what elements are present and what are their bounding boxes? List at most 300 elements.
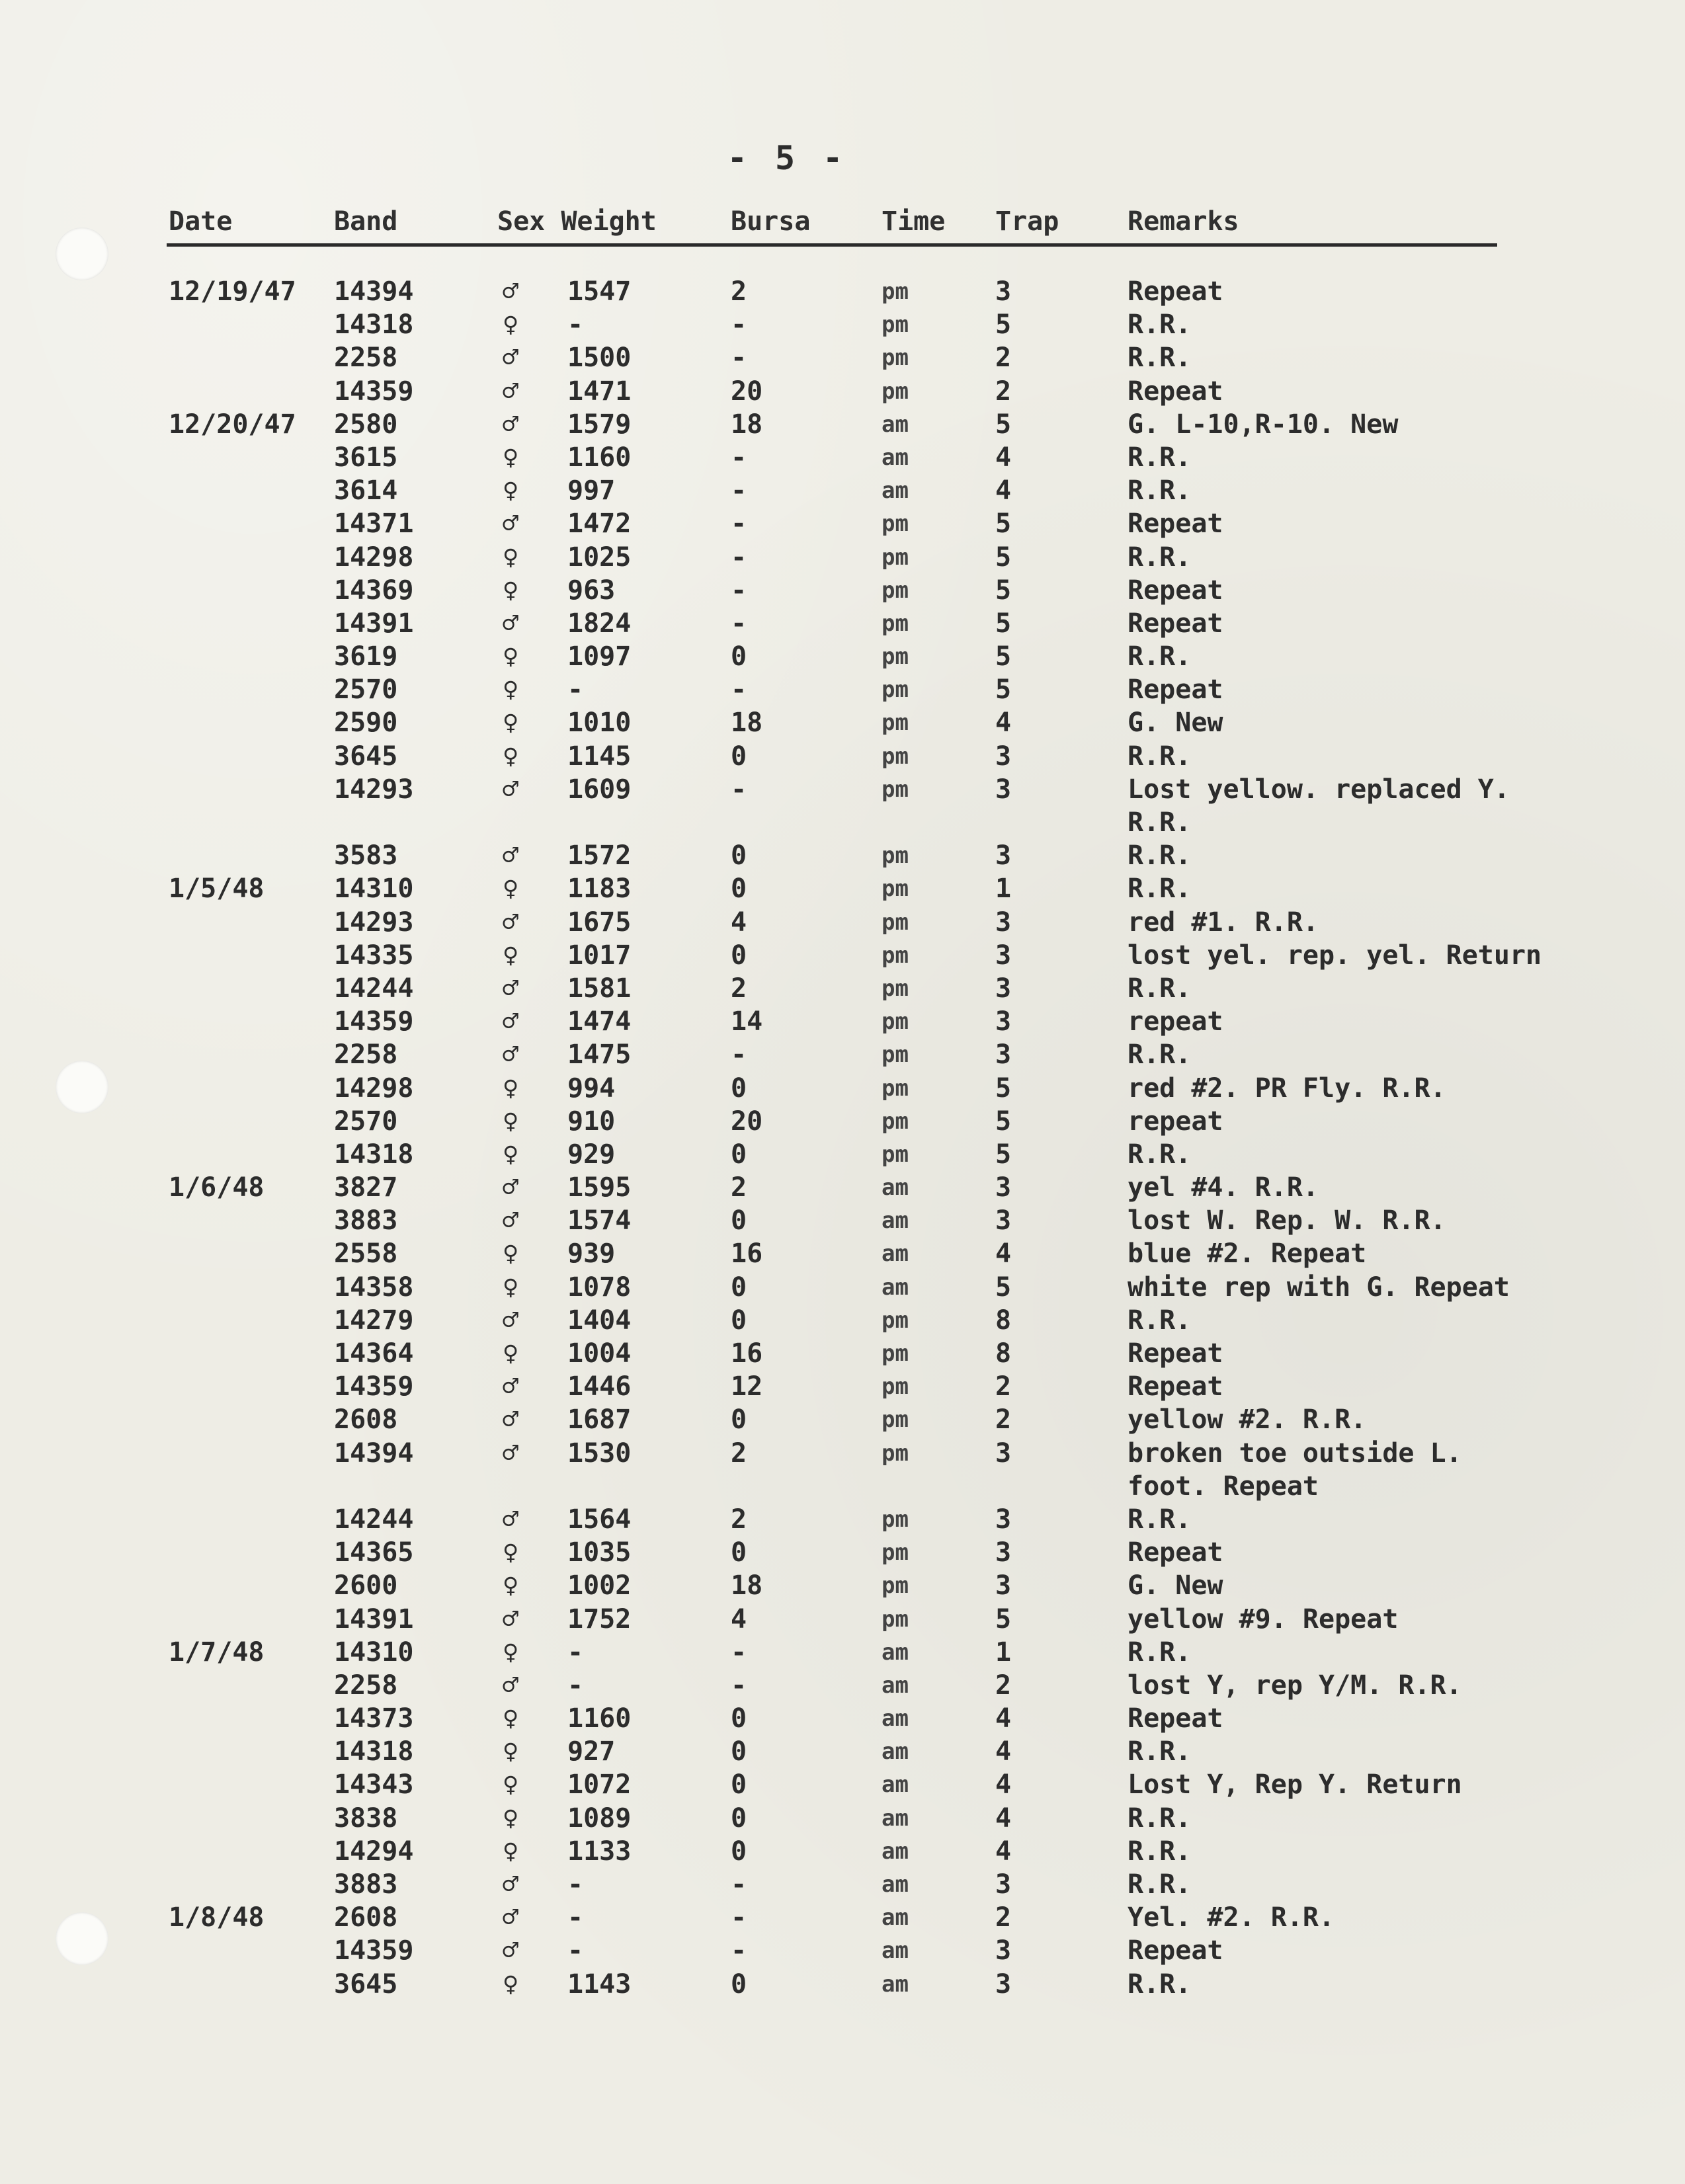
cell-remarks: R.R. xyxy=(1128,973,1192,1004)
cell-time: pm xyxy=(882,544,909,571)
cell-remarks: repeat xyxy=(1128,1006,1223,1037)
table-row xyxy=(0,1603,1685,1636)
cell-remarks: Repeat xyxy=(1128,1703,1223,1734)
cell-weight: 1687 xyxy=(567,1404,632,1436)
cell-trap: 3 xyxy=(995,1172,1012,1203)
cell-bursa: 14 xyxy=(731,1006,763,1037)
table-row xyxy=(0,1669,1685,1702)
cell-weight: 997 xyxy=(567,475,616,506)
cell-trap: 1 xyxy=(995,873,1012,905)
cell-bursa: 16 xyxy=(731,1338,763,1369)
cell-trap: 3 xyxy=(995,774,1012,805)
cell-band: 14335 xyxy=(334,940,414,971)
cell-time: pm xyxy=(882,676,909,704)
cell-time: pm xyxy=(882,344,909,372)
cell-time: pm xyxy=(882,842,909,870)
cell-sex: ♂ xyxy=(502,907,519,938)
cell-date: 12/19/47 xyxy=(169,276,296,307)
cell-bursa: - xyxy=(731,1637,747,1668)
cell-band: 14369 xyxy=(334,575,414,606)
cell-bursa: - xyxy=(731,608,747,639)
cell-bursa: 0 xyxy=(731,741,747,772)
cell-weight: 1404 xyxy=(567,1305,632,1336)
cell-band: 14358 xyxy=(334,1272,414,1303)
cell-time: pm xyxy=(882,1074,909,1102)
cell-band: 2608 xyxy=(334,1902,398,1933)
cell-bursa: - xyxy=(731,674,747,706)
cell-sex: ♀ xyxy=(502,1106,519,1137)
table-row xyxy=(0,375,1685,408)
cell-remarks: lost Y, rep Y/M. R.R. xyxy=(1128,1670,1462,1701)
cell-time: am xyxy=(882,444,909,471)
cell-sex: ♂ xyxy=(502,1404,519,1436)
cell-remarks: Repeat xyxy=(1128,376,1223,407)
cell-remarks: foot. Repeat xyxy=(1128,1471,1319,1502)
table-row xyxy=(0,308,1685,341)
cell-bursa: 0 xyxy=(731,1736,747,1767)
cell-time: am xyxy=(882,1174,909,1201)
cell-weight: 1824 xyxy=(567,608,632,639)
cell-bursa: 4 xyxy=(731,907,747,938)
cell-time: pm xyxy=(882,1539,909,1566)
cell-weight: 929 xyxy=(567,1139,616,1170)
cell-band: 2600 xyxy=(334,1570,398,1601)
cell-remarks: Repeat xyxy=(1128,1935,1223,1966)
cell-bursa: 20 xyxy=(731,376,763,407)
cell-time: am xyxy=(882,1274,909,1301)
cell-remarks: R.R. xyxy=(1128,1504,1192,1535)
table-row xyxy=(0,1237,1685,1270)
cell-remarks: G. L-10,R-10. New xyxy=(1128,409,1399,440)
cell-trap: 4 xyxy=(995,442,1012,473)
cell-date: 12/20/47 xyxy=(169,409,296,440)
cell-trap: 3 xyxy=(995,1039,1012,1071)
cell-bursa: 12 xyxy=(731,1371,763,1402)
cell-band: 3883 xyxy=(334,1869,398,1900)
table-row xyxy=(0,408,1685,441)
cell-trap: 3 xyxy=(995,1006,1012,1037)
table-row xyxy=(0,1038,1685,1071)
cell-remarks: Yel. #2. R.R. xyxy=(1128,1902,1335,1933)
table-row xyxy=(0,474,1685,507)
cell-bursa: - xyxy=(731,774,747,805)
table-row xyxy=(0,1138,1685,1171)
cell-weight: 1025 xyxy=(567,542,632,573)
cell-bursa: 20 xyxy=(731,1106,763,1137)
table-row xyxy=(0,806,1685,839)
cell-time: pm xyxy=(882,1439,909,1467)
table-row xyxy=(0,1636,1685,1669)
cell-band: 14373 xyxy=(334,1703,414,1734)
cell-weight: 1010 xyxy=(567,708,632,739)
cell-time: pm xyxy=(882,942,909,969)
cell-remarks: R.R. xyxy=(1128,641,1192,672)
cell-band: 2570 xyxy=(334,674,398,706)
cell-time: pm xyxy=(882,875,909,903)
cell-time: pm xyxy=(882,1307,909,1334)
cell-band: 14244 xyxy=(334,973,414,1004)
cell-remarks: R.R. xyxy=(1128,840,1192,871)
table-row xyxy=(0,341,1685,374)
cell-weight: 1609 xyxy=(567,774,632,805)
cell-remarks: Repeat xyxy=(1128,1338,1223,1369)
cell-band: 14318 xyxy=(334,309,414,341)
cell-weight: 1160 xyxy=(567,442,632,473)
cell-trap: 3 xyxy=(995,276,1012,307)
cell-bursa: - xyxy=(731,575,747,606)
cell-sex: ♂ xyxy=(502,774,519,805)
table-row xyxy=(0,541,1685,574)
cell-trap: 5 xyxy=(995,1603,1012,1635)
cell-time: am xyxy=(882,1672,909,1699)
cell-trap: 3 xyxy=(995,1205,1012,1236)
cell-band: 14298 xyxy=(334,542,414,573)
cell-remarks: lost yel. rep. yel. Return xyxy=(1128,940,1542,971)
cell-weight: - xyxy=(567,1670,584,1701)
cell-weight: 1446 xyxy=(567,1371,632,1402)
table-row xyxy=(0,1271,1685,1304)
cell-bursa: 18 xyxy=(731,1570,763,1601)
cell-band: 14359 xyxy=(334,1935,414,1966)
cell-sex: ♂ xyxy=(502,1670,519,1701)
cell-sex: ♀ xyxy=(502,1238,519,1270)
cell-sex: ♂ xyxy=(502,1437,519,1469)
cell-bursa: 0 xyxy=(731,1537,747,1568)
cell-remarks: yellow #2. R.R. xyxy=(1128,1404,1367,1436)
table-row xyxy=(0,673,1685,706)
cell-time: am xyxy=(882,411,909,438)
cell-bursa: 0 xyxy=(731,1769,747,1800)
cell-sex: ♂ xyxy=(502,376,519,407)
table-row xyxy=(0,640,1685,673)
cell-remarks: R.R. xyxy=(1128,1139,1192,1170)
cell-time: pm xyxy=(882,1340,909,1367)
table-row xyxy=(0,740,1685,773)
cell-sex: ♂ xyxy=(502,1172,519,1203)
cell-bursa: 0 xyxy=(731,1703,747,1734)
cell-weight: 1581 xyxy=(567,973,632,1004)
cell-remarks: Repeat xyxy=(1128,1537,1223,1568)
cell-weight: 1547 xyxy=(567,276,632,307)
cell-sex: ♀ xyxy=(502,1968,519,2000)
table-row xyxy=(0,1901,1685,1934)
cell-band: 14394 xyxy=(334,1437,414,1469)
cell-trap: 3 xyxy=(995,1869,1012,1900)
cell-remarks: G. New xyxy=(1128,1570,1223,1601)
data-table xyxy=(0,275,1685,2001)
header-time: Time xyxy=(882,206,946,237)
cell-weight: 1595 xyxy=(567,1172,632,1203)
cell-remarks: R.R. xyxy=(1128,475,1192,506)
cell-weight: 1675 xyxy=(567,907,632,938)
cell-trap: 3 xyxy=(995,1968,1012,2000)
table-row xyxy=(0,1304,1685,1337)
cell-bursa: - xyxy=(731,442,747,473)
cell-remarks: R.R. xyxy=(1128,1305,1192,1336)
cell-time: pm xyxy=(882,577,909,604)
cell-time: am xyxy=(882,1838,909,1865)
cell-band: 14293 xyxy=(334,907,414,938)
table-row xyxy=(0,607,1685,640)
cell-time: pm xyxy=(882,909,909,936)
cell-sex: ♀ xyxy=(502,1139,519,1170)
cell-band: 3645 xyxy=(334,741,398,772)
cell-date: 1/6/48 xyxy=(169,1172,265,1203)
table-row xyxy=(0,507,1685,540)
cell-time: pm xyxy=(882,278,909,305)
header-sex-weight: Sex Weight xyxy=(497,206,657,237)
cell-bursa: 16 xyxy=(731,1238,763,1270)
cell-band: 3619 xyxy=(334,641,398,672)
cell-band: 2258 xyxy=(334,343,398,374)
cell-weight: 1133 xyxy=(567,1836,632,1867)
cell-trap: 5 xyxy=(995,1106,1012,1137)
cell-band: 3827 xyxy=(334,1172,398,1203)
header-date: Date xyxy=(169,206,233,237)
cell-bursa: 2 xyxy=(731,276,747,307)
cell-sex: ♂ xyxy=(502,1869,519,1900)
cell-time: pm xyxy=(882,378,909,405)
cell-weight: 1072 xyxy=(567,1769,632,1800)
cell-weight: 1752 xyxy=(567,1603,632,1635)
cell-time: pm xyxy=(882,1506,909,1533)
cell-remarks: R.R. xyxy=(1128,1802,1192,1834)
cell-remarks: yel #4. R.R. xyxy=(1128,1172,1319,1203)
cell-band: 14298 xyxy=(334,1072,414,1104)
cell-time: am xyxy=(882,1804,909,1832)
cell-trap: 3 xyxy=(995,840,1012,871)
cell-remarks: Lost Y, Rep Y. Return xyxy=(1128,1769,1462,1800)
cell-sex: ♂ xyxy=(502,276,519,307)
cell-bursa: 0 xyxy=(731,641,747,672)
table-row xyxy=(0,1702,1685,1735)
cell-remarks: white rep with G. Repeat xyxy=(1128,1272,1510,1303)
cell-sex: ♂ xyxy=(502,409,519,440)
cell-band: 2558 xyxy=(334,1238,398,1270)
cell-time: pm xyxy=(882,1108,909,1135)
cell-sex: ♀ xyxy=(502,1072,519,1104)
cell-trap: 5 xyxy=(995,1139,1012,1170)
cell-sex: ♂ xyxy=(502,1205,519,1236)
cell-sex: ♂ xyxy=(502,508,519,540)
cell-remarks: R.R. xyxy=(1128,807,1192,838)
header-trap: Trap xyxy=(995,206,1059,237)
cell-remarks: broken toe outside L. xyxy=(1128,1437,1462,1469)
cell-time: pm xyxy=(882,1141,909,1168)
cell-sex: ♀ xyxy=(502,940,519,971)
cell-band: 14359 xyxy=(334,1006,414,1037)
cell-sex: ♂ xyxy=(502,1603,519,1635)
cell-band: 3583 xyxy=(334,840,398,871)
table-row xyxy=(0,839,1685,872)
cell-sex: ♂ xyxy=(502,973,519,1004)
cell-band: 2608 xyxy=(334,1404,398,1436)
cell-time: pm xyxy=(882,743,909,770)
cell-remarks: Repeat xyxy=(1128,508,1223,540)
cell-bursa: 0 xyxy=(731,1072,747,1104)
cell-bursa: 0 xyxy=(731,873,747,905)
cell-sex: ♂ xyxy=(502,1902,519,1933)
cell-band: 2590 xyxy=(334,708,398,739)
cell-bursa: - xyxy=(731,475,747,506)
cell-weight: 1475 xyxy=(567,1039,632,1071)
cell-band: 2580 xyxy=(334,409,398,440)
cell-bursa: 0 xyxy=(731,840,747,871)
cell-remarks: R.R. xyxy=(1128,873,1192,905)
table-row xyxy=(0,1171,1685,1204)
cell-sex: ♀ xyxy=(502,873,519,905)
cell-sex: ♀ xyxy=(502,1637,519,1668)
table-row xyxy=(0,1503,1685,1536)
cell-remarks: R.R. xyxy=(1128,741,1192,772)
cell-sex: ♀ xyxy=(502,674,519,706)
cell-bursa: 0 xyxy=(731,1802,747,1834)
cell-sex: ♂ xyxy=(502,1504,519,1535)
cell-weight: - xyxy=(567,1935,584,1966)
cell-trap: 4 xyxy=(995,475,1012,506)
cell-time: am xyxy=(882,1771,909,1799)
cell-remarks: R.R. xyxy=(1128,1736,1192,1767)
cell-time: pm xyxy=(882,1406,909,1434)
cell-time: pm xyxy=(882,1008,909,1035)
cell-sex: ♀ xyxy=(502,575,519,606)
cell-band: 2570 xyxy=(334,1106,398,1137)
cell-trap: 3 xyxy=(995,1570,1012,1601)
cell-remarks: red #1. R.R. xyxy=(1128,907,1319,938)
cell-trap: 5 xyxy=(995,575,1012,606)
header-bursa: Bursa xyxy=(731,206,811,237)
cell-weight: 1572 xyxy=(567,840,632,871)
cell-band: 14371 xyxy=(334,508,414,540)
cell-trap: 8 xyxy=(995,1305,1012,1336)
cell-trap: 4 xyxy=(995,1736,1012,1767)
cell-remarks: R.R. xyxy=(1128,1869,1192,1900)
cell-bursa: - xyxy=(731,1670,747,1701)
cell-weight: 1183 xyxy=(567,873,632,905)
cell-bursa: - xyxy=(731,343,747,374)
cell-trap: 4 xyxy=(995,708,1012,739)
cell-time: pm xyxy=(882,1373,909,1400)
cell-date: 1/7/48 xyxy=(169,1637,265,1668)
cell-bursa: - xyxy=(731,309,747,341)
cell-bursa: - xyxy=(731,542,747,573)
cell-trap: 3 xyxy=(995,907,1012,938)
cell-remarks: lost W. Rep. W. R.R. xyxy=(1128,1205,1446,1236)
cell-sex: ♀ xyxy=(502,1570,519,1601)
cell-date: 1/5/48 xyxy=(169,873,265,905)
table-row xyxy=(0,441,1685,474)
cell-time: am xyxy=(882,477,909,505)
cell-time: pm xyxy=(882,776,909,803)
cell-sex: ♂ xyxy=(502,343,519,374)
cell-remarks: red #2. PR Fly. R.R. xyxy=(1128,1072,1446,1104)
cell-sex: ♂ xyxy=(502,608,519,639)
cell-trap: 4 xyxy=(995,1802,1012,1834)
cell-remarks: R.R. xyxy=(1128,343,1192,374)
cell-weight: 994 xyxy=(567,1072,616,1104)
cell-sex: ♀ xyxy=(502,1802,519,1834)
cell-bursa: 0 xyxy=(731,1272,747,1303)
cell-remarks: blue #2. Repeat xyxy=(1128,1238,1367,1270)
cell-trap: 3 xyxy=(995,973,1012,1004)
cell-time: am xyxy=(882,1638,909,1666)
table-row xyxy=(0,773,1685,806)
table-row xyxy=(0,1536,1685,1569)
cell-band: 3614 xyxy=(334,475,398,506)
cell-weight: 1097 xyxy=(567,641,632,672)
cell-time: am xyxy=(882,1240,909,1268)
cell-time: am xyxy=(882,1207,909,1234)
cell-sex: ♀ xyxy=(502,1769,519,1800)
cell-weight: 1145 xyxy=(567,741,632,772)
table-row xyxy=(0,1735,1685,1768)
cell-remarks: R.R. xyxy=(1128,309,1192,341)
cell-weight: 939 xyxy=(567,1238,616,1270)
cell-band: 3838 xyxy=(334,1802,398,1834)
cell-band: 14343 xyxy=(334,1769,414,1800)
cell-band: 14293 xyxy=(334,774,414,805)
cell-bursa: 18 xyxy=(731,708,763,739)
cell-sex: ♂ xyxy=(502,840,519,871)
table-row xyxy=(0,906,1685,939)
cell-band: 14310 xyxy=(334,1637,414,1668)
cell-weight: 910 xyxy=(567,1106,616,1137)
cell-time: pm xyxy=(882,1605,909,1633)
page-number: - 5 - xyxy=(727,139,847,177)
cell-bursa: 0 xyxy=(731,940,747,971)
cell-band: 14391 xyxy=(334,1603,414,1635)
cell-remarks: Repeat xyxy=(1128,276,1223,307)
cell-trap: 4 xyxy=(995,1836,1012,1867)
cell-sex: ♂ xyxy=(502,1006,519,1037)
cell-band: 14365 xyxy=(334,1537,414,1568)
cell-weight: 1017 xyxy=(567,940,632,971)
cell-bursa: 0 xyxy=(731,1205,747,1236)
cell-bursa: 2 xyxy=(731,1172,747,1203)
table-row xyxy=(0,1802,1685,1835)
cell-trap: 4 xyxy=(995,1769,1012,1800)
cell-trap: 5 xyxy=(995,674,1012,706)
cell-sex: ♂ xyxy=(502,1039,519,1071)
cell-band: 14359 xyxy=(334,376,414,407)
cell-band: 3883 xyxy=(334,1205,398,1236)
cell-remarks: Repeat xyxy=(1128,608,1223,639)
cell-band: 14279 xyxy=(334,1305,414,1336)
cell-time: pm xyxy=(882,1041,909,1069)
cell-trap: 5 xyxy=(995,309,1012,341)
table-row xyxy=(0,972,1685,1005)
table-row xyxy=(0,1403,1685,1436)
cell-band: 14294 xyxy=(334,1836,414,1867)
cell-weight: 1002 xyxy=(567,1570,632,1601)
cell-weight: 1004 xyxy=(567,1338,632,1369)
cell-band: 14394 xyxy=(334,276,414,307)
table-row xyxy=(0,706,1685,739)
cell-bursa: 0 xyxy=(731,1836,747,1867)
cell-trap: 3 xyxy=(995,1537,1012,1568)
cell-time: pm xyxy=(882,311,909,339)
table-row xyxy=(0,1868,1685,1901)
cell-trap: 3 xyxy=(995,1504,1012,1535)
table-row xyxy=(0,939,1685,972)
cell-trap: 8 xyxy=(995,1338,1012,1369)
cell-time: am xyxy=(882,1738,909,1765)
cell-remarks: R.R. xyxy=(1128,1637,1192,1668)
cell-bursa: 2 xyxy=(731,1437,747,1469)
cell-weight: - xyxy=(567,309,584,341)
cell-weight: 1078 xyxy=(567,1272,632,1303)
cell-weight: - xyxy=(567,674,584,706)
